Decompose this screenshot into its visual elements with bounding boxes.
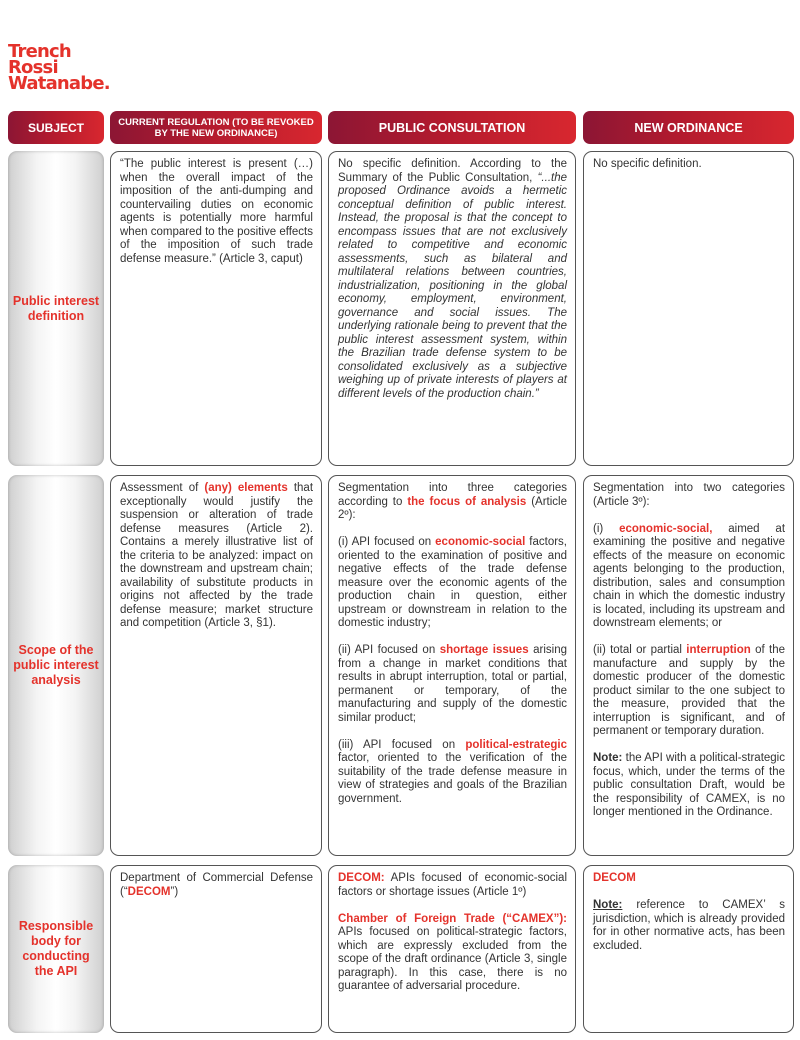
cell-ordinance-responsible: DECOM Note: reference to CAMEX’ s jurisdiction, which is already provided for in other normative acts, has been excluded. [583, 865, 794, 1033]
header-subject: SUBJECT [8, 111, 104, 144]
cell-current-responsible: Department of Commercial Defense (“DECOM”) [110, 865, 322, 1033]
cell-consultation-responsible: DECOM: APIs focused of economic-social factors or shortage issues (Article 1º) Chamber of Foreign Trade (“CAMEX”): APIs focused on political-strategic factors, which are expressly excluded from the scope of the draft ordinance (Article 3, single paragraph). In this case, there is no guarantee of adversarial procedure. [328, 865, 576, 1033]
subject-public-interest-definition: Public interest definition [8, 151, 104, 466]
cell-consultation-scope: Segmentation into three categories according to the focus of analysis (Article 2º): (i) API focused on economic-social factors, oriented to the examination of positive and negative effects of the trade defense measure over the economic agents of the production chain in question, either upstream or downstream in relation to the domestic industry; (ii) API focused on shortage issues arising from a change in market conditions that results in abrupt interruption, total or partial, permanent or temporary, of the manufacturing and supply of the domestic similar product; (iii) API focused on political-estrategic factor, oriented to the verification of the suitability of the trade defense measure in view of strategies and goals of the Brazilian government. [328, 475, 576, 856]
header-new-ordinance: NEW ORDINANCE [583, 111, 794, 144]
cell-current-scope: Assessment of (any) elements that exceptionally would justify the suspension or alteration of trade defense measures (Article 2). Contains a merely illustrative list of the criteria to be analyzed: impact on the downstream and upstream chain; availability of substitute products in origins not affected by the trade defense measure; market structure and competition (Article 3, §1). [110, 475, 322, 856]
cell-ordinance-scope: Segmentation into two categories (Article 3º): (i) economic-social, aimed at examining the positive and negative effects of the measure on economic agents belonging to the production, distribution, sales and consumption chain in which the domestic industry is located, including its upstream and downstream elements; or (ii) total or partial interruption of the manufacture and supply by the domestic producer of the domestic product similar to the one subject to the measure, provided that the interruption is significant, and of permanent or temporary duration. Note: the API with a political-strategic focus, which, under the terms of the public consultation Draft, would be the responsibility of CAMEX, is no longer mentioned in the Ordinance. [583, 475, 794, 856]
subject-scope-of-analysis: Scope of the public interest analysis [8, 475, 104, 856]
subject-responsible-body: Responsible body for conducting the API [8, 865, 104, 1033]
header-public-consultation: PUBLIC CONSULTATION [328, 111, 576, 144]
cell-consultation-definition: No specific definition. According to the Summary of the Public Consultation, “...the proposed Ordinance avoids a hermetic conceptual definition of public interest. Instead, the proposal is that the concept to encompass issues that are not exclusively related to competitive and economic assessments, such as bilateral and multilateral relations between countries, industrialization, positioning in the global economy, employment, environment, governance and social issues. The underlying rationale being to prevent that the public interest assessment system, within the Brazilian trade defense system to be consolidated exclusively as a subjective weighing up of private interests of players at different levels of the production chain.” [328, 151, 576, 466]
cell-ordinance-definition: No specific definition. [583, 151, 794, 466]
company-logo: Trench Rossi Watanabe. [8, 41, 110, 94]
cell-current-definition: “The public interest is present (…) when the overall impact of the imposition of the anti-dumping and countervailing duties on economic agents is potentially more harmful when compared to the positive effects of the imposition of such trade defense measure.” (Article 3, caput) [110, 151, 322, 466]
header-current-regulation: CURRENT REGULATION (TO BE REVOKED BY THE NEW ORDINANCE) [110, 111, 322, 144]
